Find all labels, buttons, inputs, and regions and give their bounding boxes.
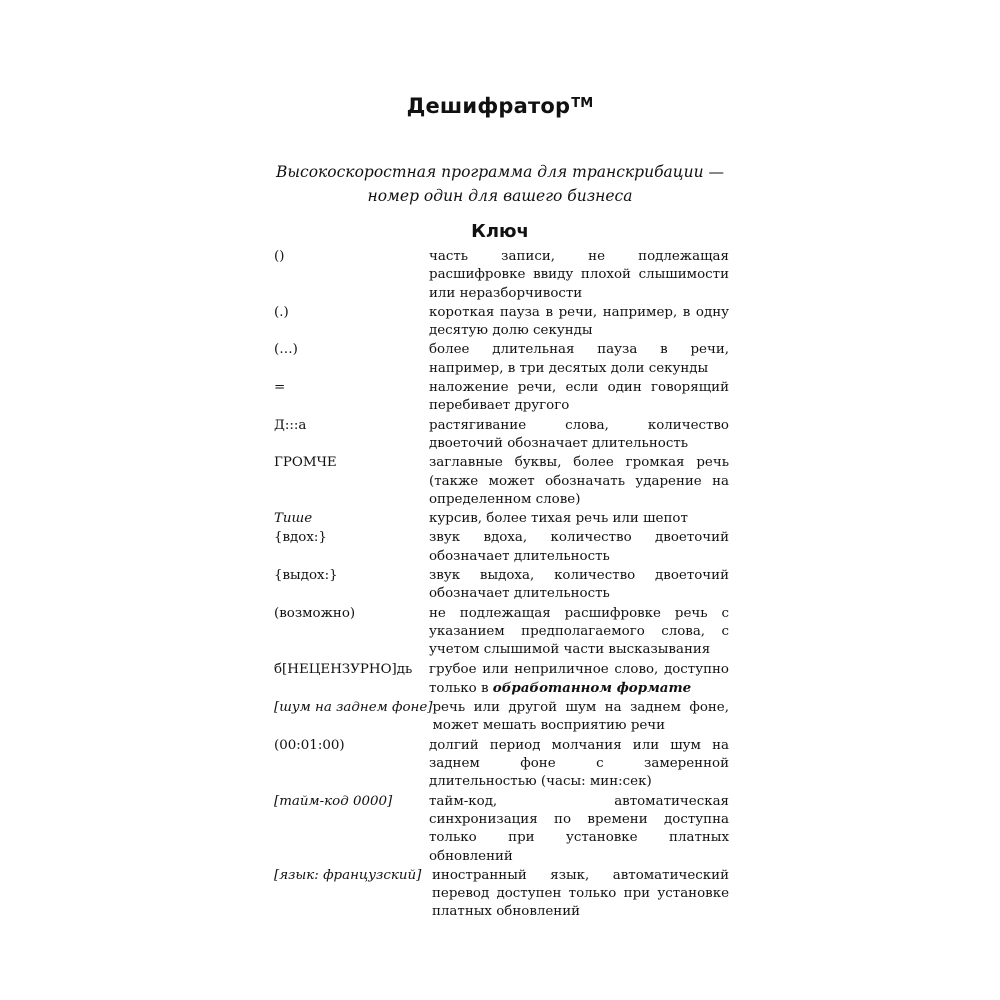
subtitle-line-1: Высокоскоростная программа для транскрибации — (276, 163, 724, 181)
key-row (274, 605, 729, 660)
key-symbol: [тайм-код 0000] (274, 793, 393, 809)
key-symbol: Д:::а (274, 417, 307, 433)
key-row (274, 737, 729, 792)
key-description: часть записи, не подлежащая расшифровке ввиду плохой слышимости или неразборчивости (429, 249, 729, 301)
key-row (274, 867, 729, 922)
key-symbol: () (274, 249, 285, 264)
key-symbol: {вдох:} (274, 530, 327, 546)
key-description: не подлежащая расшифровке речь с указанием предполагаемого слова, с учетом слышимой части высказывания (429, 605, 729, 658)
key-symbol: Тише (274, 511, 313, 527)
key-description: звук вдоха, количество двоеточий обозначает длительность (429, 530, 729, 564)
key-description: долгий период молчания или шум на заднем фоне с замеренной длительностью (часы: мин:сек) (429, 737, 729, 790)
key-description: более длительная пауза в речи, например, в три десятых доли секунды (429, 342, 729, 376)
key-symbol: [язык: французский] (274, 867, 422, 883)
key-symbol: (…) (274, 342, 298, 358)
key-symbol: {выдох:} (274, 568, 338, 584)
key-description: тайм-код, автоматическая синхронизация по времени доступна только при установке платных обновлений (429, 793, 729, 864)
key-table (274, 248, 729, 923)
key-description: курсив, более тихая речь или шепот (429, 511, 688, 527)
key-heading: Ключ (471, 221, 529, 242)
key-row (274, 417, 729, 454)
key-description: звук выдоха, количество двоеточий обозначает длительность (429, 568, 729, 602)
key-description: речь или другой шум на заднем фоне, может мешать восприятию речи (432, 700, 729, 734)
key-symbol: (возможно) (274, 605, 356, 621)
key-row (274, 699, 729, 736)
key-row (274, 304, 729, 341)
trademark-mark: TM (571, 96, 594, 111)
key-symbol: (00:01:00) (274, 737, 345, 753)
key-symbol: [шум на заднем фоне] (274, 700, 433, 716)
key-row (274, 454, 729, 509)
key-row (274, 248, 729, 303)
key-row (274, 341, 729, 378)
key-row (274, 567, 729, 604)
subtitle (0, 160, 1000, 208)
key-symbol: = (274, 380, 286, 396)
key-description: короткая пауза в речи, например, в одну десятую долю секунды (429, 304, 729, 339)
page-title (0, 94, 1000, 118)
key-symbol: (.) (274, 304, 289, 320)
title-text: Дешифратор (406, 94, 571, 118)
key-symbol: ГРОМЧЕ (274, 455, 337, 471)
key-row (274, 661, 729, 699)
key-row (274, 510, 729, 528)
key-row (274, 529, 729, 566)
key-description (429, 661, 729, 699)
key-row (274, 793, 729, 866)
key-description: наложение речи, если один говорящий перебивает другого (429, 380, 729, 414)
key-description: растягивание слова, количество двоеточий обозначает длительность (429, 417, 729, 451)
key-description-emphasis: обработанном формате (492, 679, 692, 696)
key-description: заглавные буквы, более громкая речь (также может обозначать ударение на определенном слове) (429, 455, 729, 507)
subtitle-line-2: номер один для вашего бизнеса (367, 187, 633, 205)
key-row (274, 379, 729, 416)
key-symbol: б[НЕЦЕНЗУРНО]дь (274, 661, 413, 677)
key-description-text: грубое или неприличное слово, доступно только в (429, 661, 729, 696)
key-description: иностранный язык, автоматический перевод доступен только при установке платных обновлений (432, 867, 729, 920)
